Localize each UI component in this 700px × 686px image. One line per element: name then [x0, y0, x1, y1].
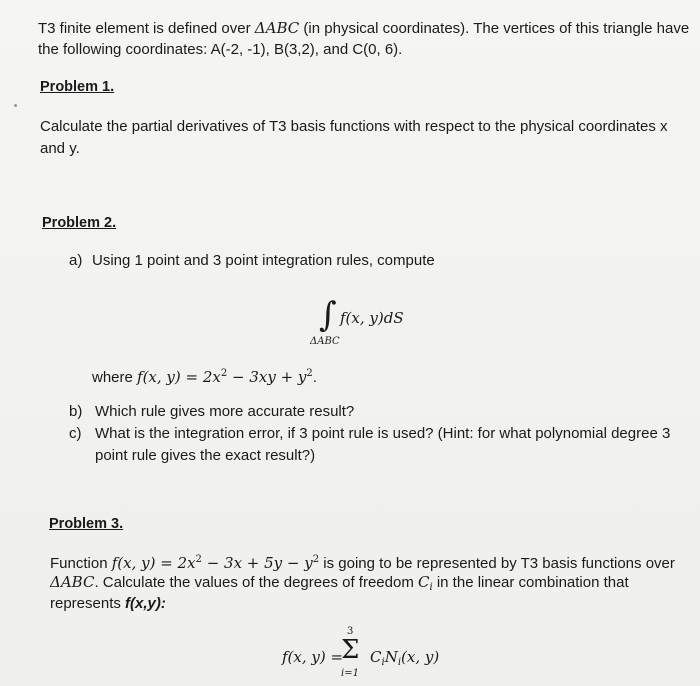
stray-mark [14, 104, 17, 107]
integral-symbol: ∫ [319, 295, 337, 335]
integrand: f(x, y)dS [340, 309, 404, 327]
problem-2-a-text: Using 1 point and 3 point integration rules, compute [92, 252, 435, 269]
problem-2-c-line-1: What is the integration error, if 3 point rule is used? (Hint: for what polynomial degree 3 [95, 425, 671, 442]
problem-1-line-1: Calculate the partial derivatives of T3 basis functions with respect to the physical coordinates x [40, 118, 668, 135]
equation-rhs: $C_iN_i(x$, y) [370, 648, 440, 668]
problem-1-heading: Problem 1. [40, 79, 115, 95]
problem-3-heading: Problem 3. [49, 516, 124, 532]
problem-2-c-line-2: point rule gives the exact result?) [95, 447, 316, 464]
sigma-symbol: Σ [341, 635, 360, 665]
equation-lhs: f(x, y) = [282, 648, 344, 666]
problem-2-b-label: b) [69, 403, 83, 420]
where-line: where f(x, $y) = 2x^2 - 3xy + y^2$. [92, 368, 317, 386]
intro-line-1: T3 finite element is defined over ΔABC (in physical coordinates). The vertices of this triangle have [38, 19, 690, 37]
sum-lower-limit: i=1 [341, 668, 359, 679]
problem-3-line-1: Function f(x, $y) = 2x^2 - 3x + 5y - y^2$ is going to be represented by T3 basis functions over [50, 554, 675, 572]
problem-2-c-label: c) [69, 425, 82, 442]
sum-upper-limit: 3 [347, 626, 354, 637]
problem-1-line-2: and y. [40, 140, 80, 157]
problem-3-line-2: ΔABC. Calculate the values of the degrees of freedom $C_i$ in the linear combination that [50, 573, 629, 593]
integral-domain: ΔABC [310, 336, 340, 347]
problem-2-b-text: Which rule gives more accurate result? [95, 403, 355, 420]
problem-3-line-3: represents f(x,y): [50, 595, 166, 612]
problem-2-heading: Problem 2. [42, 215, 117, 231]
intro-line-2: the following coordinates: A(-2, -1), B(3,2), and C(0, 6). [38, 41, 403, 58]
problem-2-a-label: a) [69, 252, 83, 269]
